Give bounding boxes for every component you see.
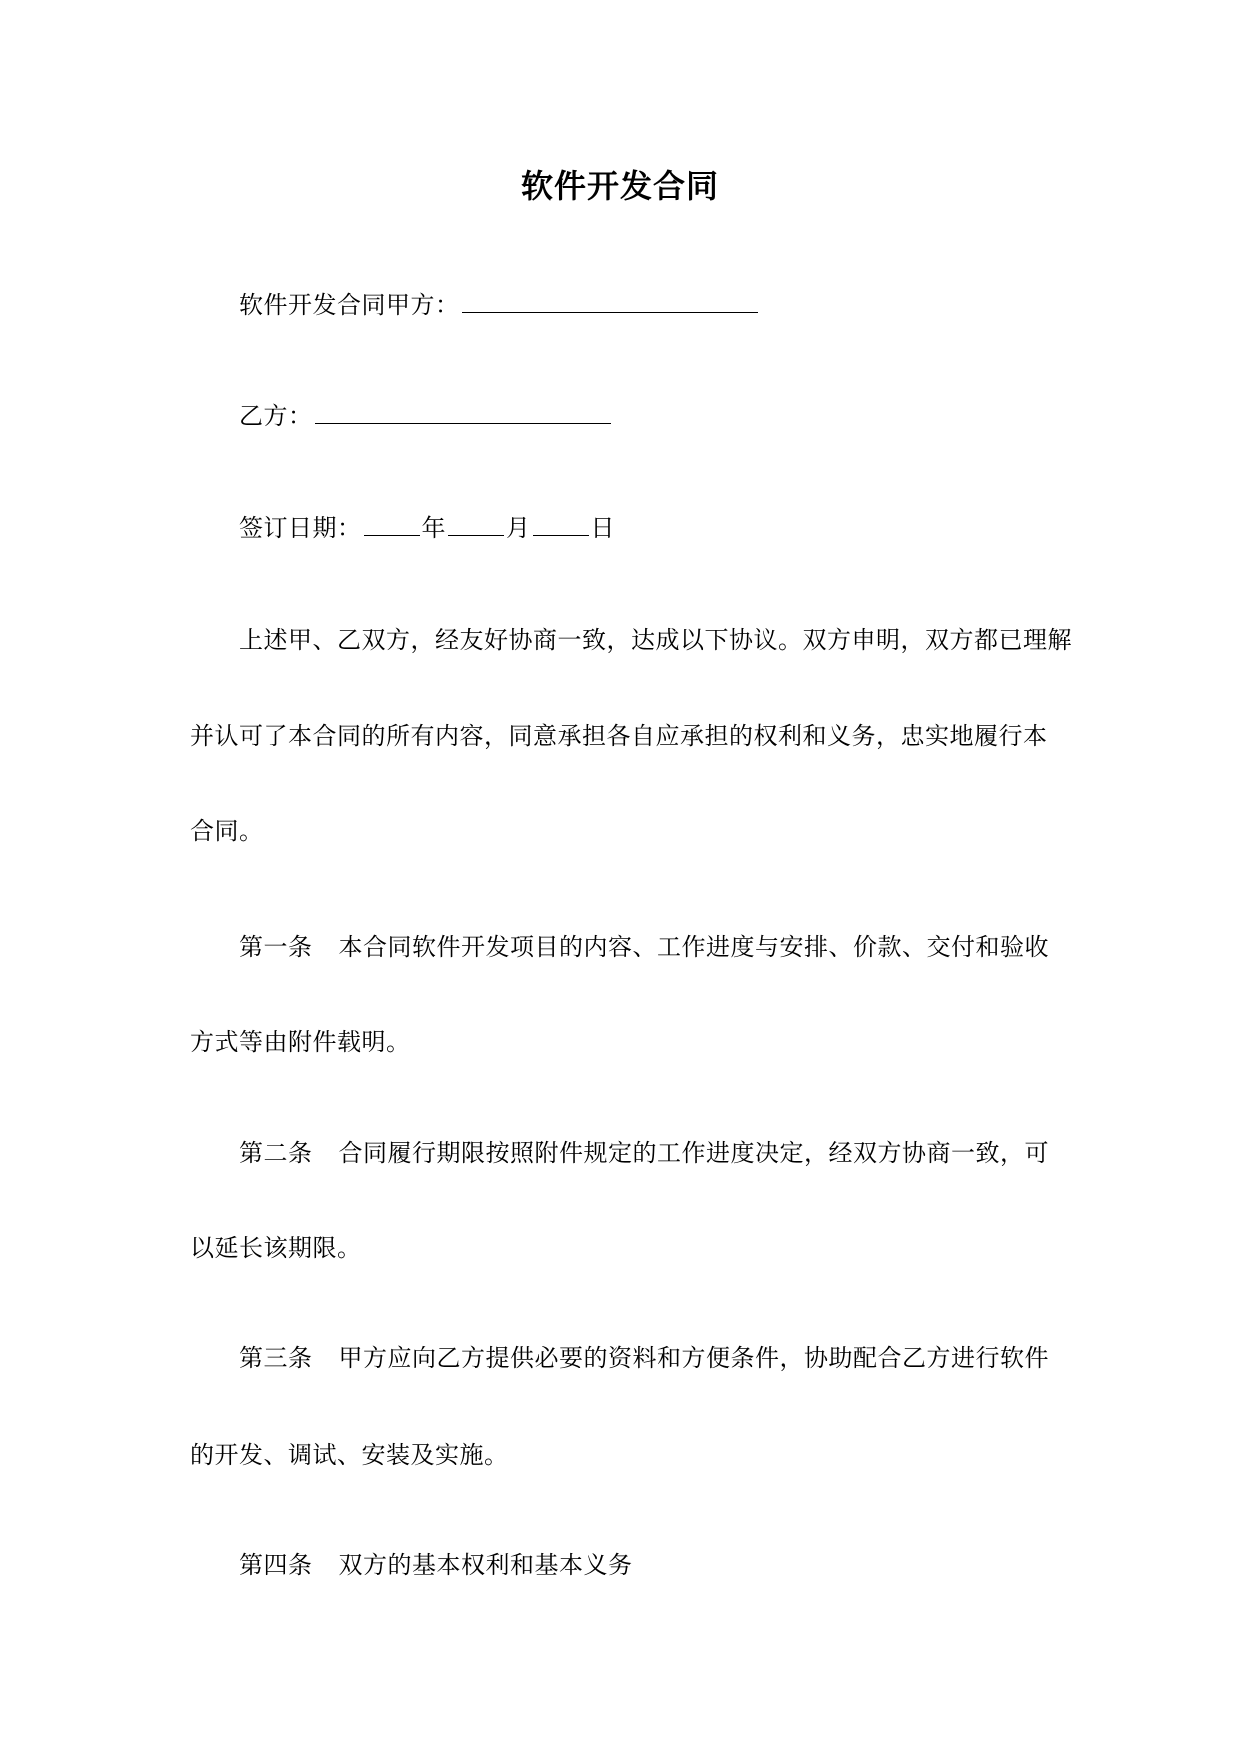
article-text: 合同履行期限按照附件规定的工作进度决定，经双方协商一致，可 — [338, 1139, 1049, 1167]
month-label: 月 — [506, 514, 531, 542]
article-number: 第三条 — [239, 1344, 313, 1372]
party-a-blank — [462, 288, 758, 313]
article-number: 第四条 — [239, 1551, 313, 1579]
article-1-line — [239, 927, 1070, 967]
day-label: 日 — [590, 514, 615, 542]
article-3-line — [239, 1338, 1070, 1378]
article-2-continuation: 以延长该期限。 — [190, 1234, 362, 1262]
sign-date-label: 签订日期： — [239, 514, 362, 542]
article-number: 第二条 — [239, 1139, 313, 1167]
year-label: 年 — [421, 514, 446, 542]
document-title: 软件开发合同 — [520, 167, 719, 205]
article-text: 双方的基本权利和基本义务 — [338, 1551, 633, 1579]
party-a-label: 软件开发合同甲方： — [239, 291, 460, 319]
party-a-line — [239, 285, 1070, 325]
article-2-line — [239, 1133, 1070, 1173]
article-4-line — [239, 1545, 1070, 1585]
article-number: 第一条 — [239, 933, 313, 961]
sign-date-line — [239, 508, 1070, 548]
month-blank — [448, 511, 504, 536]
year-blank — [364, 511, 420, 536]
article-1-continuation: 方式等由附件载明。 — [190, 1028, 411, 1056]
party-b-blank — [315, 399, 611, 424]
article-text: 本合同软件开发项目的内容、工作进度与安排、价款、交付和验收 — [338, 933, 1049, 961]
preamble-line: 并认可了本合同的所有内容，同意承担各自应承担的权利和义务，忠实地履行本 — [190, 722, 1048, 750]
article-3-continuation: 的开发、调试、安装及实施。 — [190, 1441, 509, 1469]
party-b-line — [239, 396, 1070, 436]
article-text: 甲方应向乙方提供必要的资料和方便条件，协助配合乙方进行软件 — [338, 1344, 1049, 1372]
preamble-line: 合同。 — [190, 817, 264, 845]
party-b-label: 乙方： — [239, 402, 313, 430]
preamble-line: 上述甲、乙双方，经友好协商一致，达成以下协议。双方申明，双方都已理解 — [239, 626, 1072, 654]
day-blank — [533, 511, 589, 536]
